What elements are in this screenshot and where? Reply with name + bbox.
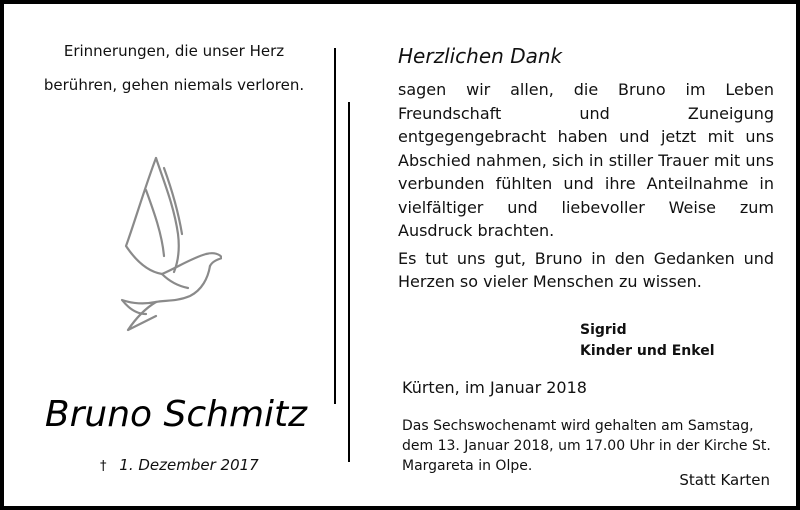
footer-note: Statt Karten <box>679 471 770 489</box>
heading: Herzlichen Dank <box>398 44 563 68</box>
cross-icon: † <box>100 459 107 474</box>
dove-icon <box>116 154 222 334</box>
death-date-line <box>100 456 259 474</box>
death-date: 1. Dezember 2017 <box>119 456 259 474</box>
thanks-paragraph: sagen wir allen, die Bruno im Leben Freundschaft und Zuneigung entgegengebracht haben und jetzt mit uns Abschied nahmen, sich in stiller Trauer mit uns verbunden fühlten und ihre Anteilnahme in vielfältiger und liebevoller Weise zum Ausdruck brachten. <box>398 80 774 240</box>
signature-block <box>580 320 715 362</box>
divider-line-2 <box>348 102 350 462</box>
comfort-paragraph: Es tut uns gut, Bruno in den Gedanken und Herzen so vieler Menschen zu wissen. <box>398 248 774 291</box>
divider-line-1 <box>334 48 336 404</box>
left-column <box>4 4 332 506</box>
quote-line-2: berühren, gehen niemals verloren. <box>43 76 305 94</box>
deceased-name: Bruno Schmitz <box>44 394 308 435</box>
place-date: Kürten, im Januar 2018 <box>402 378 587 397</box>
right-column <box>398 44 774 294</box>
quote-line-1: Erinnerungen, die unser Herz <box>63 42 285 60</box>
mass-notice: Das Sechswochenamt wird gehalten am Samstag, dem 13. Januar 2018, um 17.00 Uhr in der Kirche St. Margareta in Olpe. <box>402 418 771 474</box>
signature-family: Kinder und Enkel <box>580 343 715 359</box>
signature-name: Sigrid <box>580 322 627 338</box>
